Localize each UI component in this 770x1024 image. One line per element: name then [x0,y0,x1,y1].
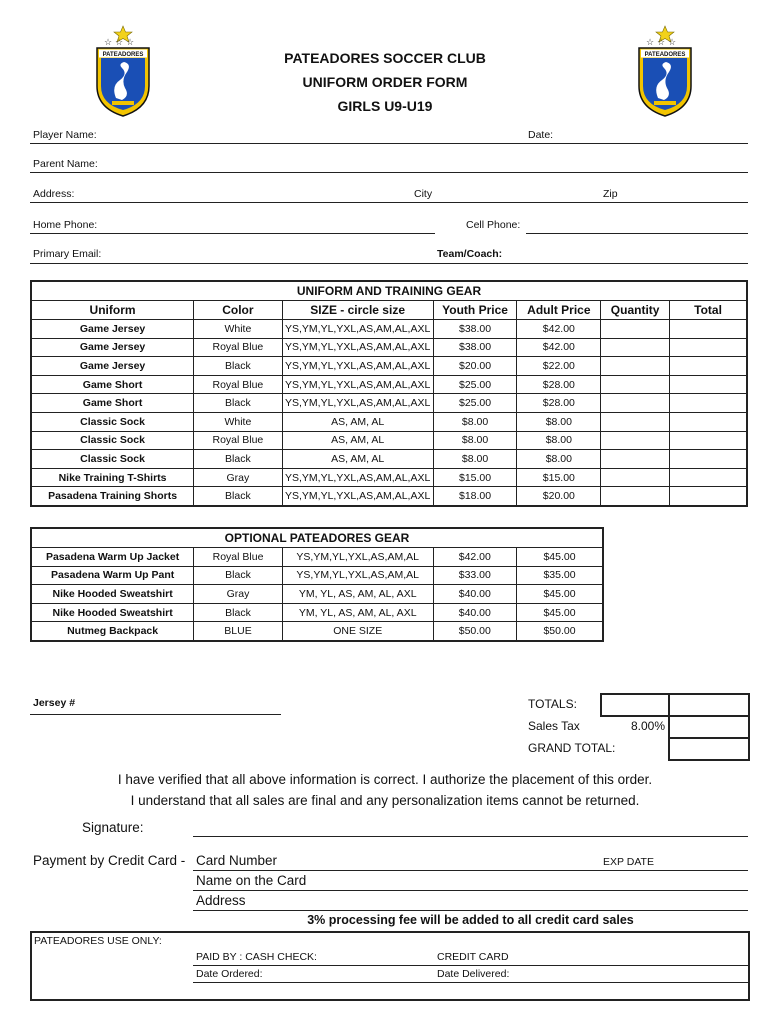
item-color: Black [194,603,283,622]
item-sizes: YS,YM,YL,YXL,AS,AM,AL,AXL [282,468,433,487]
uniform-section-title: UNIFORM AND TRAINING GEAR [31,281,747,301]
item-sizes: YM, YL, AS, AM, AL, AXL [282,603,433,622]
quantity-cell[interactable] [601,320,670,339]
parent-name-line[interactable] [30,172,748,173]
table-row [31,357,747,376]
player-name-line[interactable] [30,143,748,144]
item-sizes: YS,YM,YL,YXL,AS,AM,AL,AXL [282,487,433,506]
total-cell[interactable] [670,394,747,413]
name-on-card-line[interactable] [193,890,748,891]
item-sizes: AS, AM, AL [282,431,433,450]
item-color: Royal Blue [194,548,283,567]
item-color: White [194,412,283,431]
item-name: Nike Hooded Sweatshirt [31,585,194,604]
exp-date-label: EXP DATE [603,856,654,868]
adult-price: $22.00 [517,357,601,376]
grand-total-label: GRAND TOTAL: [528,741,616,755]
table-row [31,585,603,604]
item-color: White [194,320,283,339]
statement-line-2: I understand that all sales are final and any personalization items cannot be returned. [130,793,640,808]
col-quantity: Quantity [601,301,670,320]
item-name: Pasadena Training Shorts [31,487,194,506]
adult-price: $42.00 [517,320,601,339]
adult-price: $42.00 [517,338,601,357]
home-phone-label: Home Phone: [33,219,98,231]
cell-phone-label: Cell Phone: [466,219,521,231]
club-title: PATEADORES SOCCER CLUB [284,50,486,66]
youth-price: $15.00 [433,468,517,487]
optional-rows [31,548,603,641]
svg-text:☆: ☆ [646,37,655,47]
item-color: Gray [194,585,283,604]
item-name: Classic Sock [31,431,194,450]
dates-line[interactable] [193,982,748,983]
credit-card-label: CREDIT CARD [437,951,509,963]
team-coach-label: Team/Coach: [437,248,503,260]
primary-email-label: Primary Email: [33,248,102,260]
item-sizes: YS,YM,YL,YXL,AS,AM,AL,AXL [282,338,433,357]
table-row [31,394,747,413]
table-row [31,431,747,450]
city-label: City [414,188,433,200]
statement-line-1: I have verified that all above information is correct. I authorize the placement of this order. [117,772,653,787]
totals-qty-box[interactable] [600,693,670,717]
youth-price: $20.00 [433,357,517,376]
email-line[interactable] [30,263,748,264]
authorization-statement [0,769,770,811]
col-total: Total [670,301,747,320]
totals-amount-box[interactable] [668,693,750,717]
col-uniform: Uniform [31,301,194,320]
adult-price: $8.00 [517,450,601,469]
quantity-cell[interactable] [601,357,670,376]
col-adult-price: Adult Price [517,301,601,320]
item-name: Game Jersey [31,338,194,357]
name-on-card-label: Name on the Card [196,873,307,888]
uniform-table [30,280,748,507]
item-sizes: YS,YM,YL,YXL,AS,AM,AL [282,566,433,585]
total-cell[interactable] [670,338,747,357]
adult-price: $50.00 [517,622,603,641]
adult-price: $28.00 [517,375,601,394]
grand-total-box[interactable] [668,737,750,761]
signature-line[interactable] [193,836,748,837]
total-cell[interactable] [670,412,747,431]
form-title: UNIFORM ORDER FORM [302,74,468,90]
item-color: Black [194,394,283,413]
item-name: Game Short [31,375,194,394]
quantity-cell[interactable] [601,394,670,413]
sales-tax-box[interactable] [668,715,750,739]
adult-price: $8.00 [517,431,601,450]
division-title: GIRLS U9-U19 [337,98,433,114]
home-phone-line[interactable] [30,233,435,234]
item-color: Black [194,357,283,376]
office-use-title: PATEADORES USE ONLY: [34,935,162,947]
quantity-cell[interactable] [601,338,670,357]
youth-price: $38.00 [433,320,517,339]
total-cell[interactable] [670,431,747,450]
item-name: Classic Sock [31,450,194,469]
svg-text:☆: ☆ [115,37,124,47]
card-address-label: Address [196,893,246,908]
table-row [31,320,747,339]
signature-label: Signature: [82,820,144,835]
youth-price: $25.00 [433,375,517,394]
table-row [31,566,603,585]
youth-price: $40.00 [433,585,516,604]
card-number-line[interactable] [193,870,748,871]
item-color: Gray [194,468,283,487]
item-color: BLUE [194,622,283,641]
date-delivered-label: Date Delivered: [437,968,510,980]
date-label: Date: [528,129,554,141]
crest-text: PATEADORES [644,52,686,58]
card-number-label: Card Number [196,853,278,868]
adult-price: $8.00 [517,412,601,431]
processing-fee-note: 3% processing fee will be added to all credit card sales [307,913,634,927]
quantity-cell[interactable] [601,375,670,394]
item-name: Pasadena Warm Up Pant [31,566,194,585]
club-crest-right [636,24,694,118]
table-row [31,375,747,394]
adult-price: $15.00 [517,468,601,487]
youth-price: $8.00 [433,450,517,469]
item-color: Royal Blue [194,338,283,357]
total-cell[interactable] [670,357,747,376]
item-sizes: YM, YL, AS, AM, AL, AXL [282,585,433,604]
item-sizes: YS,YM,YL,YXL,AS,AM,AL,AXL [282,375,433,394]
youth-price: $33.00 [433,566,516,585]
tax-rate-value: 8.00% [631,719,666,733]
item-color: Black [194,566,283,585]
zip-label: Zip [603,188,618,200]
table-row [31,603,603,622]
table-row [31,338,747,357]
item-sizes: ONE SIZE [282,622,433,641]
youth-price: $50.00 [433,622,516,641]
address-label: Address: [33,188,75,200]
payment-label: Payment by Credit Card - [33,853,186,868]
item-name: Nutmeg Backpack [31,622,194,641]
optional-section-title: OPTIONAL PATEADORES GEAR [31,528,603,548]
item-sizes: YS,YM,YL,YXL,AS,AM,AL,AXL [282,394,433,413]
youth-price: $18.00 [433,487,517,506]
item-sizes: AS, AM, AL [282,450,433,469]
item-color: Royal Blue [194,431,283,450]
table-row [31,487,747,506]
youth-price: $42.00 [433,548,516,567]
cell-phone-line[interactable] [526,233,748,234]
col-youth-price: Youth Price [433,301,517,320]
jersey-number-line[interactable] [30,714,281,715]
item-name: Pasadena Warm Up Jacket [31,548,194,567]
col-size: SIZE - circle size [282,301,433,320]
svg-text:☆: ☆ [104,37,113,47]
totals-label: TOTALS: [528,697,577,711]
item-name: Nike Hooded Sweatshirt [31,603,194,622]
svg-text:☆: ☆ [668,37,677,47]
quantity-cell[interactable] [601,487,670,506]
paid-by-line[interactable] [193,965,748,966]
item-color: Black [194,487,283,506]
table-row [31,622,603,641]
adult-price: $35.00 [517,566,603,585]
item-name: Nike Training T-Shirts [31,468,194,487]
total-cell[interactable] [670,468,747,487]
table-row [31,412,747,431]
crest-text: PATEADORES [102,52,144,58]
club-crest-left [94,24,152,118]
youth-price: $38.00 [433,338,517,357]
paid-by-label: PAID BY : CASH CHECK: [196,951,317,963]
quantity-cell[interactable] [601,450,670,469]
item-sizes: YS,YM,YL,YXL,AS,AM,AL,AXL [282,320,433,339]
table-row [31,468,747,487]
item-color: Royal Blue [194,375,283,394]
adult-price: $45.00 [517,603,603,622]
item-name: Game Jersey [31,357,194,376]
item-color: Black [194,450,283,469]
item-name: Game Jersey [31,320,194,339]
total-cell[interactable] [670,487,747,506]
col-color: Color [194,301,283,320]
quantity-cell[interactable] [601,468,670,487]
player-name-label: Player Name: [33,129,97,141]
parent-name-label: Parent Name: [33,158,98,170]
optional-gear-table [30,527,604,642]
quantity-cell[interactable] [601,431,670,450]
item-name: Game Short [31,394,194,413]
item-name: Classic Sock [31,412,194,431]
date-ordered-label: Date Ordered: [196,968,263,980]
adult-price: $45.00 [517,585,603,604]
sales-tax-label: Sales Tax [528,719,580,733]
adult-price: $20.00 [517,487,601,506]
youth-price: $40.00 [433,603,516,622]
table-row [31,548,603,567]
form-header [200,46,570,118]
address-line[interactable] [30,202,748,203]
adult-price: $45.00 [517,548,603,567]
adult-price: $28.00 [517,394,601,413]
quantity-cell[interactable] [601,412,670,431]
item-sizes: YS,YM,YL,YXL,AS,AM,AL,AXL [282,357,433,376]
uniform-rows [31,320,747,506]
item-sizes: AS, AM, AL [282,412,433,431]
item-sizes: YS,YM,YL,YXL,AS,AM,AL [282,548,433,567]
card-address-line[interactable] [193,910,748,911]
total-cell[interactable] [670,450,747,469]
total-cell[interactable] [670,320,747,339]
youth-price: $8.00 [433,431,517,450]
youth-price: $8.00 [433,412,517,431]
svg-text:☆: ☆ [657,37,666,47]
total-cell[interactable] [670,375,747,394]
svg-text:☆: ☆ [126,37,135,47]
table-row [31,450,747,469]
jersey-number-label: Jersey # [33,697,76,709]
youth-price: $25.00 [433,394,517,413]
